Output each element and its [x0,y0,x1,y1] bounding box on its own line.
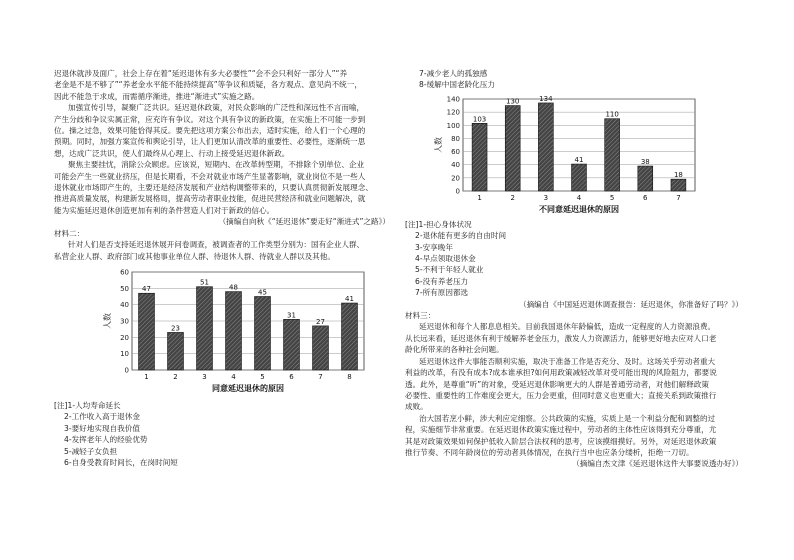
x-tick-label: 3 [202,372,207,381]
bar [671,179,686,191]
paragraph-line: 程，实施细节非常重要。在延迟退休政策实施过程中，劳动者的主体性应该得到充分尊重，尤 [405,425,717,435]
paragraph-line: 迟退休就涉及面广，社会上存在着“延迟退休有多大必要性”“会不会只利好一部分人”“养 [54,69,348,78]
paragraph-line: 成败。 [405,402,428,412]
paragraph-line: 位。操之过急，效果可能恰得其反。要先把这项方案公布出去，适时实施，给人们一个心理的 [54,126,366,136]
y-tick-label: 100 [446,121,460,130]
paragraph-line: 龄化所带来的各种社会问题。 [405,345,504,355]
paragraph-line: 加强宣传引导，凝聚广泛共识。延迟退休政策，对民众影响的广泛性和深远性不言而喻， [68,103,365,113]
y-tick-label: 80 [451,134,460,143]
paragraph-line: 产生分歧和争议实属正常，应充许有争议。对这个具有争议的新政策，在实施上不可能一步到 [54,114,366,124]
bar [197,287,213,370]
note-line: 4-发挥老年人的经验优势 [64,435,148,445]
data-label: 23 [171,324,180,333]
data-label: 47 [142,285,151,294]
y-tick-label: 40 [451,161,460,170]
left-column [54,68,390,468]
x-tick-label: 4 [231,372,236,381]
data-label: 103 [472,115,487,124]
note-line: [注]1-人均寿命延长 [54,400,121,410]
data-label: 130 [506,97,520,106]
data-label: 27 [316,317,325,326]
note-line: 6-自身受教育时间长，在岗时间短 [64,457,178,467]
material-2-title: 材料二： [54,228,85,238]
note-line: 5-减轻子女负担 [64,446,118,456]
paragraph-line: 透。此外，是尊重“听”的对象，受延迟退休影响更大的人群是普通劳动者，对他们解释政策 [405,379,710,389]
source-citation: （摘编自杰文津《延迟退休这件大事要说透办好》） [572,459,743,469]
y-tick-label: 60 [451,147,460,156]
x-tick-label: 7 [676,193,681,202]
data-label: 134 [539,94,553,103]
paragraph-line: 其是对政策效果如何保护低收入阶层合法权利的思考，应该摸细摸好。另外，对延迟退休政策 [405,436,717,446]
x-axis-label: 不同意延迟退休的原因 [539,204,619,214]
data-label: 38 [640,157,650,166]
bar [255,296,271,370]
bar [538,103,553,191]
reason-item: 8-缓解中国老龄化压力 [419,80,495,90]
y-tick-label: 20 [451,174,460,183]
x-tick-label: 1 [477,193,482,202]
paragraph-line: 聚焦主要挂忧，消除公众顾虑。应该说，短期内、在改革转型期，不排除个别单位、企业 [68,160,365,170]
x-axis-label: 同意延迟退休的原因 [212,383,284,393]
right-column [405,68,743,470]
bar [472,123,487,191]
y-tick-label: 120 [446,108,460,117]
y-axis-label: 人数 [434,136,443,153]
bar [284,319,300,370]
chart-2-notes [405,219,743,299]
source-citation: （摘编自《中国延迟退休调查报告：延迟退休，你准备好了吗？》） [518,299,743,309]
x-tick-label: 2 [510,193,515,202]
paragraph-line: 可能会产生一些就业挤压，但是长期看，不会对就业市场产生显著影响，就业岗位不是一些人 [54,171,366,181]
note-line: 3-要好地实现自我价值 [64,423,140,433]
note-line: 7-所有原因都选 [415,288,469,298]
note-line: 5-不利于年轻人就业 [415,265,484,275]
paragraph-line: 从长远来看，延迟退休有利于缓解养老金压力，激发人力资源活力，能够更好地去应对人口老 [405,333,717,343]
paragraph-line: 延迟退休和每个人都息息相关。目前我国退休年龄偏低，造成一定程度的人力资源浪费。 [419,322,716,332]
note-line: 3-安享晚年 [415,242,453,252]
x-tick-label: 7 [318,372,323,381]
x-tick-label: 3 [543,193,549,202]
data-label: 31 [287,311,296,320]
data-label: 45 [258,288,267,297]
x-tick-label: 1 [144,372,149,381]
paragraph-line: 必要性、重要性的工作难度会更大，压力会更重，但同时意义也更重大；直接关系到政策推行 [405,390,717,400]
note-line: 2-工作收入高于退休金 [64,412,140,422]
paragraph-line: 针对人们是否支持延迟退休展开问卷调查，被调查者的工作类型分别为：国有企业人群、 [68,240,365,250]
bar [313,326,329,370]
paragraph-line: 预期。同时，加强方案宣传和舆论引导，让人们更加认清改革的重要性、必要性，逐渐统一思 [54,137,366,147]
paragraph-line: 能为实施延迟退休创造更加有利的条件营造人们对于新政的信心。 [54,205,275,215]
note-line: 6-没有养老压力 [415,276,469,286]
x-tick-label: 8 [347,372,352,381]
source-citation: （摘编自向秋《“延迟退休”要走好“渐进式”之路》） [218,217,390,227]
x-tick-label: 6 [643,193,648,202]
y-axis-label: 人数 [103,312,112,329]
y-tick-label: 50 [120,284,129,293]
chart-1-notes [54,400,390,468]
paragraph-line: 延迟退休这件大事能否顺利实施，取决于准备工作是否充分、及时。这场关乎劳动者重大 [419,356,716,366]
bar [139,293,155,370]
material-3-title: 材料三： [405,311,436,321]
paragraph-line: 推进高质量发展，构建新发展格局，提高劳动者职业技能，促进民营经济和就业问题解决，就 [54,194,366,204]
data-label: 18 [673,170,683,179]
paragraph-line: 老金是不是不够了”“养老金水平能不能持续提高”等争议和质疑，各方观点、意见尚不统一， [54,80,362,90]
y-tick-label: 0 [455,187,460,196]
data-label: 110 [605,110,619,119]
data-label: 41 [574,155,584,164]
y-tick-label: 140 [446,95,460,104]
x-tick-label: 5 [609,193,615,202]
x-tick-label: 6 [289,372,294,381]
disagree-reasons-bar-chart [405,93,743,217]
paragraph-line: 治大国若烹小鲜，涉大利应定细察。公共政策的实施，实质上是一个利益分配和调整的过 [419,413,716,423]
bar [342,303,358,370]
x-tick-label: 2 [173,372,178,381]
bar [226,292,242,370]
bar [605,119,620,191]
note-line: 2-退休能有更多的自由时间 [415,231,507,241]
paragraph-line: 因此不能急于求成，而需循序渐进，推进“渐进式”实施之路。 [54,91,260,101]
paragraph-line: 私营企业人群、政府部门或其他事业单位人群、待退休人群、待就业人群以及其他。 [54,251,335,261]
paragraph-line: 推行节奏、不同年龄岗位的劳动者具体情况，在执行当中也应条分缕析，拒绝一刀切。 [405,447,694,457]
data-label: 48 [229,283,238,292]
paragraph-line: 退休就业市场即产生的，主要还是经济发展和产业结构调整带来的，只要认真贯彻新发展理念、 [54,183,373,193]
note-line: 4-早点领取退休金 [415,254,476,264]
bar [168,332,184,370]
agree-reasons-bar-chart [54,264,390,398]
bar [505,105,520,190]
bar [572,164,587,191]
y-tick-label: 60 [120,268,129,277]
note-line: [注]1-担心身体状况 [405,219,472,229]
y-tick-label: 30 [120,317,129,326]
bar [638,166,653,191]
y-tick-label: 40 [120,301,129,310]
y-tick-label: 20 [120,333,129,342]
x-tick-label: 4 [576,193,582,202]
reason-item: 7-减少老人的孤独感 [419,69,488,78]
x-tick-label: 5 [260,372,265,381]
data-label: 41 [345,294,354,303]
y-tick-label: 0 [124,366,129,375]
data-label: 51 [200,278,209,287]
paragraph-line: 想，达成广泛共识，使人们最终从心理上、行动上接受延迟退休新政。 [54,148,290,158]
y-tick-label: 10 [120,350,129,359]
paragraph-line: 利益的改革，有没有成本?成本谁承担?如何用政策减轻改革对受可能出现的风险阻力，都要说 [405,368,717,378]
